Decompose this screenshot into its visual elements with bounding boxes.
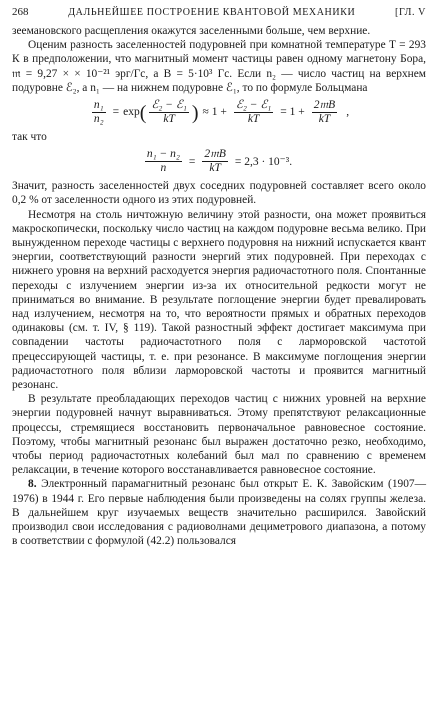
frac-denominator: kT xyxy=(163,113,175,126)
frac-denominator: n₂ xyxy=(93,113,104,126)
section-number: 8. xyxy=(28,478,37,491)
fraction-magnetic xyxy=(312,99,337,126)
fraction-lhs xyxy=(145,148,182,175)
paragraph-1: зеемановского расщепления окажутся заселенными больше, чем верхние. xyxy=(12,25,371,37)
frac-denominator: kT xyxy=(318,113,331,126)
boltzmann-equation xyxy=(12,99,426,126)
equation-result: = 2,3 · 10⁻³. xyxy=(234,155,293,168)
paragraph-5: Несмотря на столь ничтожную величину этой разности, она может проявиться макроскопически, поскольку число частиц на каждом подуровне весьма велико. При вынужденном переходе частицы с верхнего подуровня на нижний испускается квант энергии, соответствующий разности энергий этих подуровней. При переходах с нижнего уровня на верхний расходуется энергия радиочастотного поля. Спонтанные переходы с излучением энергии из-за их относительной редкости могут не приниматься во внимание. В результате поглощение энергии будет превалировать над излучением, несмотря на то, что вероятности прямых и обратных переходов одинаковы (см. т. IV, § 119). Такой разностный эффект достигает максимума при совпадении частоты радиочастотного поля с ларморовской частотой прецессирующей частицы, т. е. при резонансе. В максимуме поглощения энергии радиочастотного поля вблизи ларморовской частоты и проявится магнитный резонанс. xyxy=(12,208,426,392)
left-paren: ( xyxy=(139,101,147,124)
fraction-lhs xyxy=(92,99,106,126)
page-number: 268 xyxy=(12,6,29,18)
paragraph-3: так что xyxy=(12,131,47,144)
frac-numerator: ℰ₂ − ℰ₁ xyxy=(151,99,187,112)
paragraph-7-text: Электронный парамагнитный резонанс был открыт Е. К. Завойским (1907—1976) в 1944 г. Его первые наблюдения были произведены на солях группы железа. В дальнейшем круг изучаемых веществ значительно расширился. Завойский производил свои исследования с радиоволнами дециметрового диапазона, а потому в соответствии с формулой (42.2) пользовался xyxy=(12,478,427,548)
fraction-energy-2 xyxy=(234,99,273,126)
equals-sign: = xyxy=(112,106,120,119)
paragraph-7 xyxy=(12,477,426,548)
right-paren: ) xyxy=(191,101,199,124)
approx-sign: ≈ 1 + xyxy=(202,106,227,119)
body-text xyxy=(12,24,426,549)
running-head xyxy=(12,6,426,24)
frac-denominator: kT xyxy=(209,162,221,175)
chapter-ref: [ГЛ. V xyxy=(395,7,426,18)
frac-denominator: kT xyxy=(247,113,260,126)
equation-comma: , xyxy=(346,106,350,119)
paragraph-2: Оценим разность заселенностей подуровней при комнатной температуре T = 293 К в предположении, что магнитный момент частицы равен одному магнетону Бора, 𝔪 = 9,27 × × 10⁻²¹ эрг/Гс, а B = 5·10³ Гс. Если n₂ — число частиц на верхнем подуровне ℰ₂, а n₁ — на нижнем подуровне ℰ₁, то по формуле Больцмана xyxy=(12,39,426,94)
equals-one-plus: = 1 + xyxy=(280,106,305,119)
chapter-title: ДАЛЬНЕЙШЕЕ ПОСТРОЕНИЕ КВАНТОВОЙ МЕХАНИКИ xyxy=(68,7,356,18)
frac-numerator: 2𝔪B xyxy=(313,99,336,112)
paragraph-6: В результате преобладающих переходов частиц с нижних уровней на верхние энергии подуровней начнут выравниваться. Этому препятствуют релаксационные процессы, стремящиеся восстановить первоначальное равновесное состояние. Поэтому, чтобы магнитный резонанс был выражен достаточно резко, необходимо, чтобы период радиочастотных колебаний был мал по сравнению с временем релаксации, в течение которого восстанавливается равновесное состояние. xyxy=(12,393,426,477)
population-difference-equation xyxy=(12,148,426,175)
frac-numerator: n₁ xyxy=(93,99,104,112)
fraction-energy-1 xyxy=(149,99,188,126)
fraction-rhs xyxy=(202,148,227,175)
frac-numerator: n₁ − n₂ xyxy=(146,148,180,161)
equals-sign: = xyxy=(188,155,196,168)
frac-denominator: n xyxy=(160,162,167,175)
frac-numerator: ℰ₂ − ℰ₁ xyxy=(235,99,272,112)
paragraph-4: Значит, разность заселенностей двух соседних подуровней составляет всего около 0,2 % от заселенности одного из этих подуровней. xyxy=(12,180,426,207)
frac-numerator: 2𝔪B xyxy=(204,148,226,161)
exp-function: exp xyxy=(123,106,140,119)
